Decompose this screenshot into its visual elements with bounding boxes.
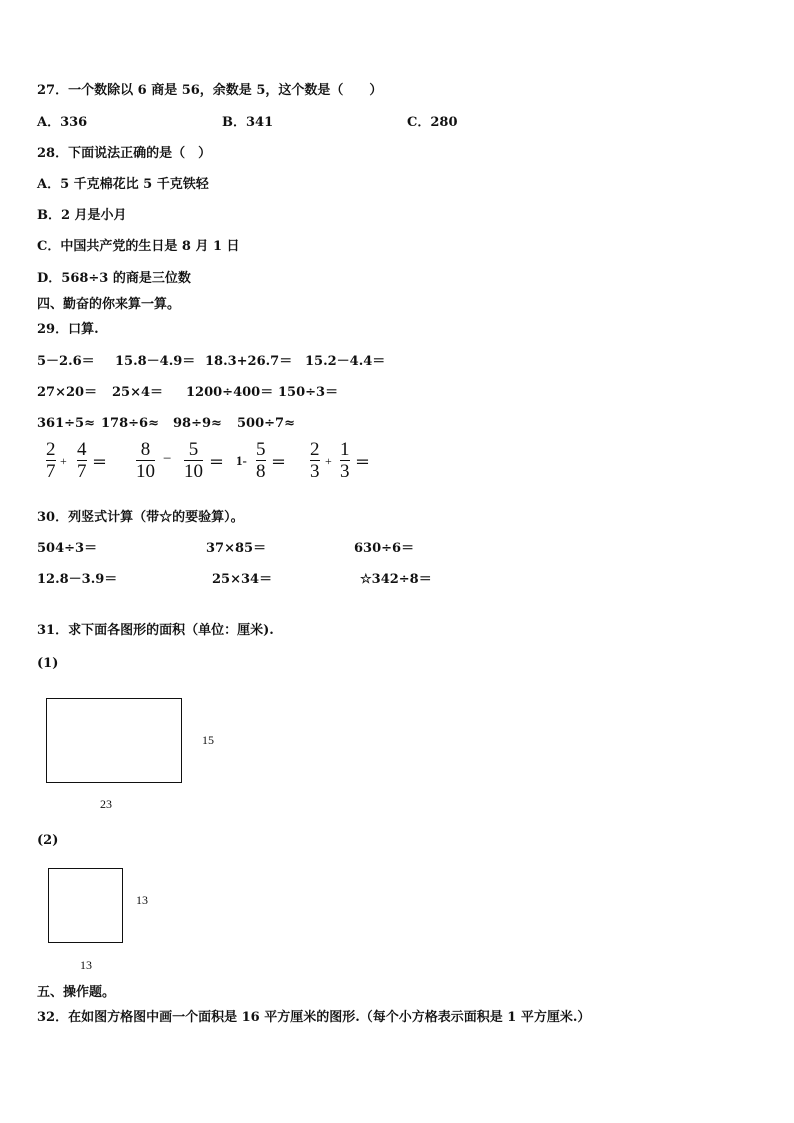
denominator: 3 (310, 461, 320, 482)
section-4-heading: 四、勤奋的你来算一算。 (37, 297, 181, 312)
mental-math-item: 500÷7≈ (237, 416, 295, 431)
numerator: 2 (46, 439, 56, 460)
equals-sign: ＝ (355, 455, 371, 471)
fraction (77, 440, 87, 481)
fraction (184, 440, 203, 481)
fraction (46, 440, 56, 481)
part-2-label: (2) (37, 833, 59, 848)
equals-sign: ＝ (271, 455, 287, 471)
denominator: 8 (256, 461, 266, 482)
mental-math-item: 15.8－4.9＝ (115, 354, 196, 369)
denominator: 10 (136, 461, 155, 482)
vertical-calc-item: 12.8－3.9＝ (37, 572, 118, 587)
mental-math-item: 18.3+26.7＝ (205, 354, 293, 369)
square-side-label-right: 13 (136, 893, 148, 907)
equals-sign: ＝ (92, 455, 108, 471)
q27-option-a: A．336 (37, 115, 88, 130)
fraction (256, 440, 266, 481)
numerator: 4 (77, 439, 87, 460)
rectangle-figure (46, 698, 182, 783)
denominator: 3 (340, 461, 350, 482)
mental-math-item: 1200÷400＝ (186, 385, 274, 400)
fraction (310, 440, 320, 481)
minus-sign: − (163, 451, 172, 467)
vertical-calc-item: 630÷6＝ (354, 541, 415, 556)
mental-math-item: 27×20＝ (37, 385, 98, 400)
q28-option-d: D．568÷3 的商是三位数 (37, 271, 191, 286)
q28-option-b: B．2 月是小月 (37, 208, 127, 223)
rectangle-height-label: 15 (202, 733, 214, 747)
plus-sign: + (60, 454, 67, 468)
denominator: 7 (46, 461, 56, 482)
q27-option-c: C．280 (407, 115, 458, 130)
fraction (340, 440, 350, 481)
question-30: 30．列竖式计算（带☆的要验算）。 (37, 510, 244, 525)
numerator: 1 (340, 439, 350, 460)
mental-math-item: 25×4＝ (112, 385, 164, 400)
numerator: 5 (188, 439, 199, 460)
question-31: 31．求下面各图形的面积（单位：厘米). (37, 623, 274, 638)
numerator: 8 (140, 439, 151, 460)
mental-math-item: 361÷5≈ (37, 416, 95, 431)
section-5-heading: 五、操作题。 (37, 985, 116, 1000)
fraction (136, 440, 155, 481)
numerator: 5 (256, 439, 266, 460)
rectangle-width-label: 23 (100, 797, 112, 811)
equals-sign: ＝ (209, 455, 225, 471)
mental-math-item: 150÷3＝ (278, 385, 339, 400)
q28-option-c: C．中国共产党的生日是 8 月 1 日 (37, 239, 240, 254)
question-32: 32．在如图方格图中画一个面积是 16 平方厘米的图形.（每个小方格表示面积是 1 平方厘米.） (37, 1010, 591, 1025)
q28-option-a: A．5 千克棉花比 5 千克铁轻 (37, 177, 209, 192)
square-side-label-bottom: 13 (80, 958, 92, 972)
mental-math-item: 98÷9≈ (173, 416, 222, 431)
part-1-label: (1) (37, 656, 59, 671)
question-27: 27．一个数除以 6 商是 56，余数是 5，这个数是（ ） (37, 83, 383, 98)
denominator: 7 (77, 461, 87, 482)
mental-math-item: 5－2.6＝ (37, 354, 95, 369)
one-minus-prefix: 1- (236, 453, 247, 468)
vertical-calc-item: 504÷3＝ (37, 541, 98, 556)
mental-math-item: 15.2－4.4＝ (305, 354, 386, 369)
denominator: 10 (184, 461, 203, 482)
question-29: 29．口算. (37, 322, 99, 337)
numerator: 2 (310, 439, 320, 460)
plus-sign: + (325, 454, 332, 468)
mental-math-item: 178÷6≈ (101, 416, 159, 431)
vertical-calc-item: ☆342÷8＝ (360, 572, 432, 587)
question-28: 28．下面说法正确的是（ ） (37, 146, 212, 161)
q27-option-b: B．341 (222, 115, 274, 130)
vertical-calc-item: 37×85＝ (206, 541, 267, 556)
square-figure (48, 868, 123, 943)
vertical-calc-item: 25×34＝ (212, 572, 273, 587)
